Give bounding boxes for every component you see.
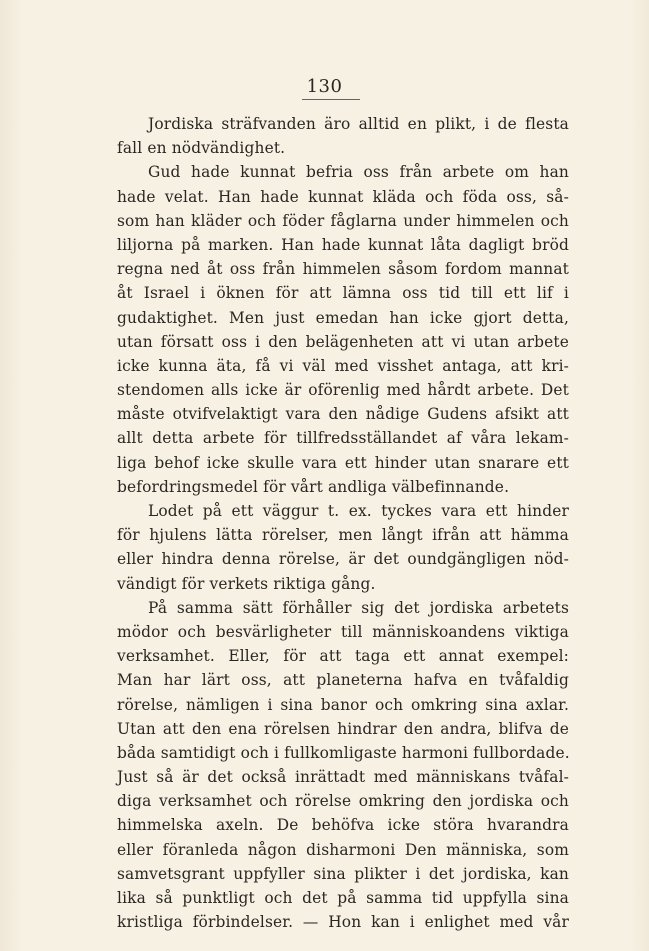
body-text (117, 112, 569, 934)
text-line: åt Israel i öknen för att lämna oss tid till ett lif i (117, 284, 569, 303)
text-line: icke kunna äta, få vi väl med visshet antaga, att kri- (117, 356, 569, 375)
text-line: Jordiska sträfvanden äro alltid en plikt, i de flesta (148, 115, 569, 133)
text-line: gudaktighet. Men just emedan han icke gjort detta, (117, 308, 569, 327)
text-line: På samma sätt förhåller sig det jordiska arbetets (148, 598, 569, 617)
text-line: verksamhet. Eller, för att taga ett annat exempel: (117, 647, 569, 666)
text-line: vändigt för verkets riktiga gång. (117, 574, 376, 593)
text-line: måste otvifvelaktigt vara den nådige Gudens afsikt att (117, 405, 569, 424)
text-line: Utan att den ena rörelsen hindrar den andra, blifva de (117, 719, 569, 738)
text-line: eller hindra denna rörelse, är det oundgängligen nöd- (117, 550, 569, 569)
text-line: eller föranleda någon disharmoni Den människa, som (117, 840, 569, 859)
text-line: liljorna på marken. Han hade kunnat låta dagligt bröd (117, 235, 569, 254)
text-line: stendomen alls icke är oförenlig med hårdt arbete. Det (117, 381, 569, 400)
text-line: liga behof icke skulle vara ett hinder utan snarare ett (117, 453, 569, 472)
page-number-rule (302, 99, 360, 100)
text-line: samvetsgrant uppfyller sina plikter i det jordiska, kan (117, 864, 569, 883)
text-line: kristliga förbindelser. — Hon kan i enlighet med vår (117, 913, 569, 932)
text-line: allt detta arbete för tillfredsställandet af våra lekam- (117, 429, 569, 448)
text-line: utan försatt oss i den belägenheten att vi utan arbete (117, 332, 569, 351)
text-line: Gud hade kunnat befria oss från arbete om han (148, 163, 569, 182)
text-line: rörelse, nämligen i sina banor och omkring sina axlar. (117, 695, 569, 714)
text-line: regna ned åt oss från himmelen såsom fordom mannat (117, 260, 569, 279)
text-line: Man har lärt oss, att planeterna hafva en tvåfaldig (117, 671, 569, 690)
text-line: hade velat. Han hade kunnat kläda och föda oss, så- (117, 187, 569, 206)
text-line: befordringsmedel för vårt andliga välbefinnande. (117, 477, 510, 496)
page-number: 130 (306, 76, 343, 97)
text-line: diga verksamhet och rörelse omkring den jordiska och (117, 792, 569, 811)
text-line: Just så är det också inrättadt med människans tvåfal- (117, 768, 569, 787)
text-line: Lodet på ett väggur t. ex. tyckes vara ett hinder (148, 502, 569, 520)
text-line: lika så punktligt och det på samma tid uppfylla sina (117, 889, 569, 907)
text-line: för hjulens lätta rörelser, men långt ifrån att hämma (117, 526, 569, 545)
text-line: himmelska axeln. De behöfva icke störa hvarandra (117, 816, 569, 835)
text-line: som han kläder och föder fåglarna under himmelen och (117, 211, 569, 230)
text-line: båda samtidigt och i fullkomligaste harmoni fullbordade. (117, 743, 570, 762)
text-line: mödor och besvärligheter till människoandens viktiga (117, 622, 569, 641)
text-line: fall en nödvändighet. (117, 139, 286, 158)
